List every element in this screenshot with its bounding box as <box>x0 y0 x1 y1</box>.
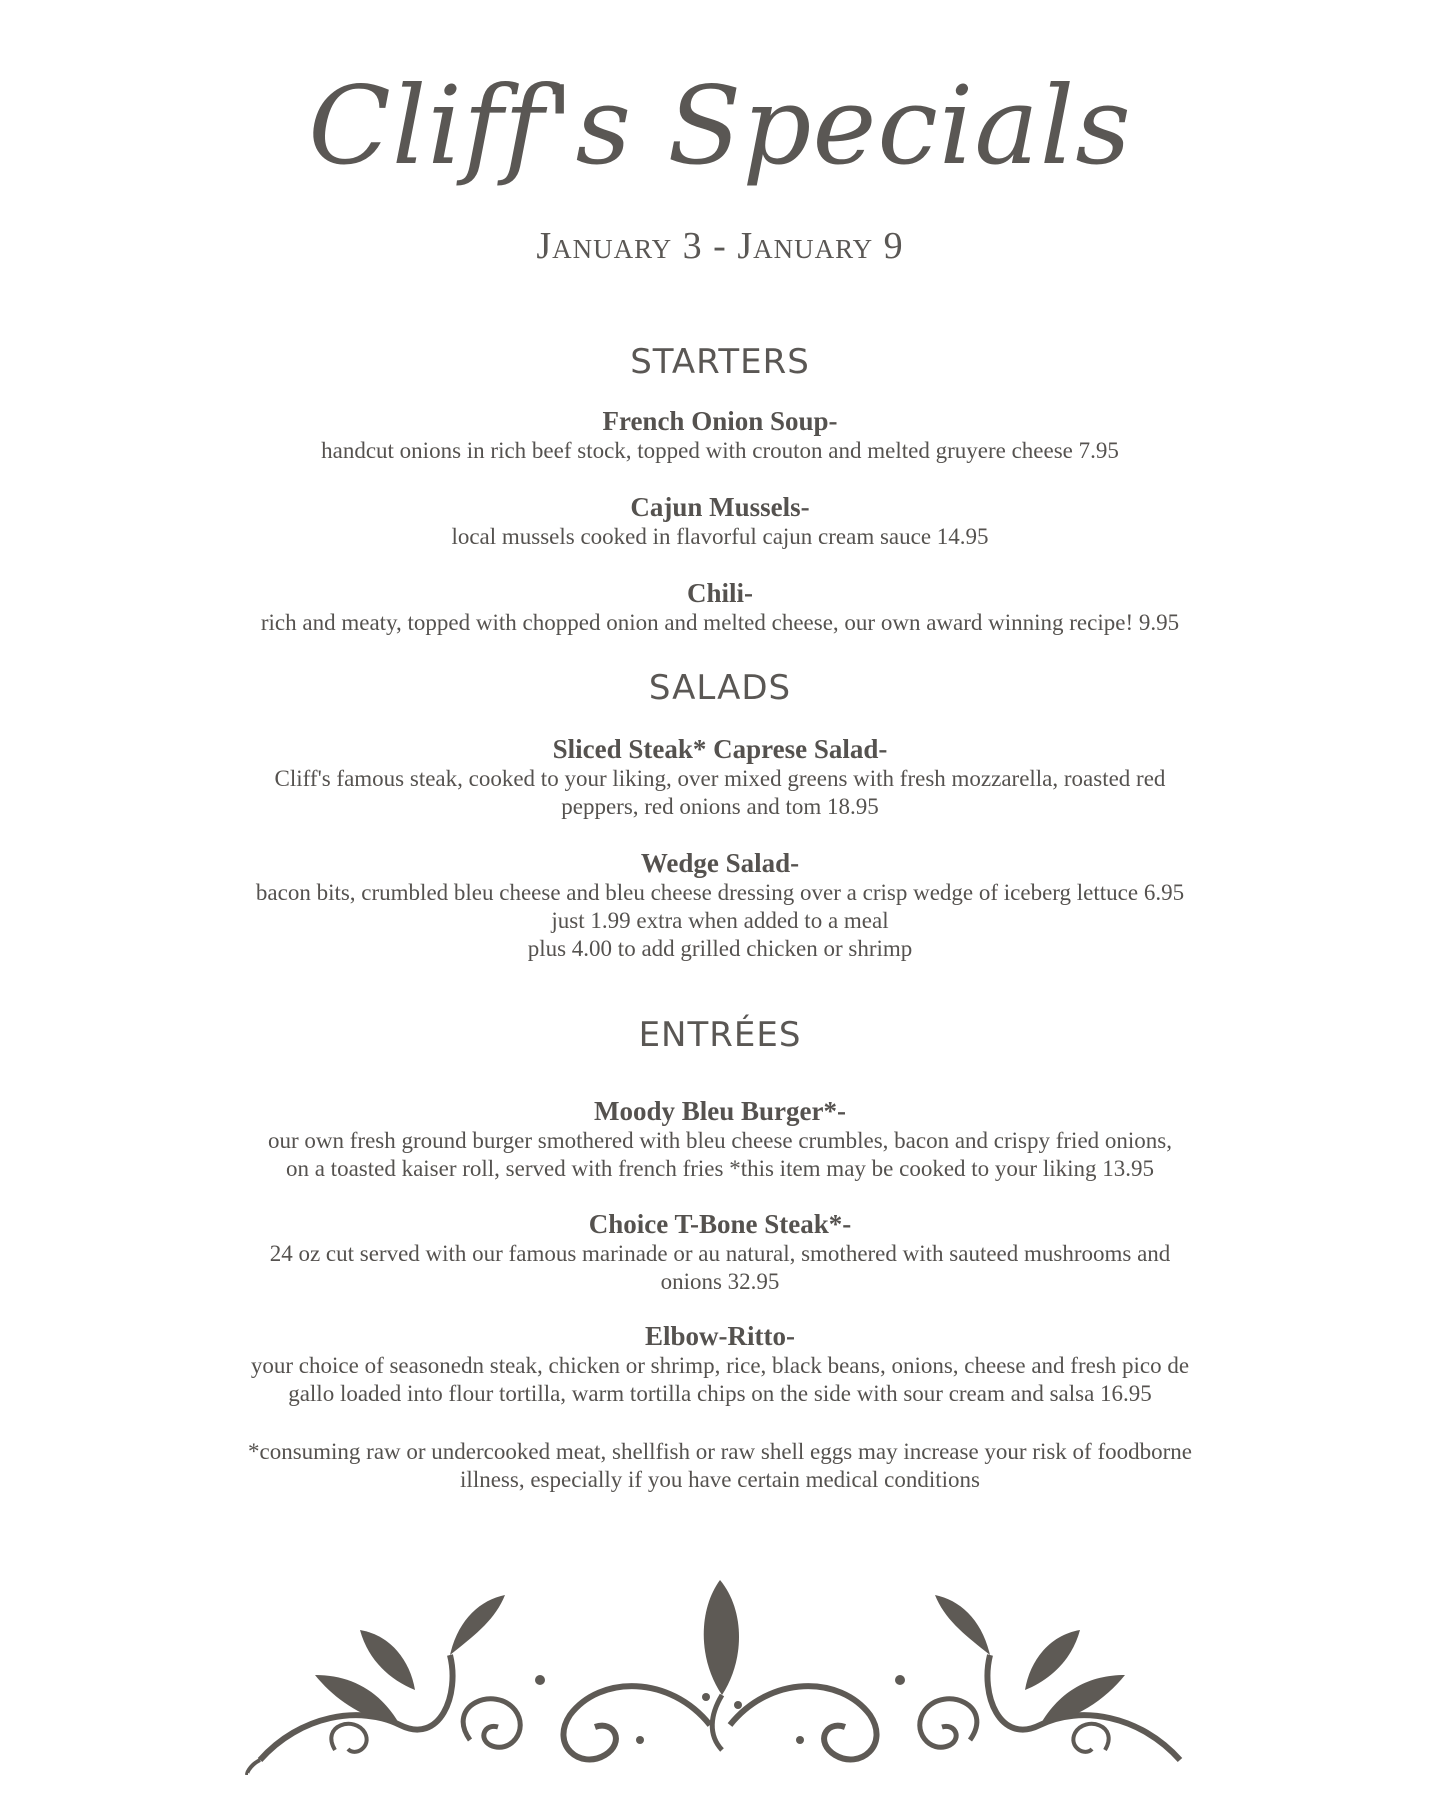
section-heading-salads: SALADS <box>648 668 792 708</box>
item-name: Choice T-Bone Steak*- <box>588 1209 852 1239</box>
item-name: French Onion Soup- <box>602 406 838 436</box>
item-description: on a toasted kaiser roll, served with french fries *this item may be cooked to your liking 13.95 <box>285 1156 1155 1181</box>
item-description: handcut onions in rich beef stock, topped with crouton and melted gruyere cheese 7.95 <box>321 438 1119 463</box>
item-description: gallo loaded into flour tortilla, warm tortilla chips on the side with sour cream and salsa 16.95 <box>288 1381 1152 1406</box>
item-description: 24 oz cut served with our famous marinade or au natural, smothered with sauteed mushrooms and <box>269 1241 1171 1266</box>
item-name: Chili- <box>686 578 753 608</box>
disclaimer-line: illness, especially if you have certain medical conditions <box>460 1467 980 1492</box>
item-description: rich and meaty, topped with chopped onion and melted cheese, our own award winning recipe! 9.95 <box>260 610 1180 635</box>
menu-item-choice-t-bone-steak <box>180 1208 1260 1296</box>
item-name: Moody Bleu Burger*- <box>594 1096 846 1126</box>
menu-item-sliced-steak-caprese-salad <box>180 733 1260 821</box>
menu-item-chili <box>180 577 1260 637</box>
item-description: our own fresh ground burger smothered with bleu cheese crumbles, bacon and crispy fried onions, <box>268 1128 1172 1153</box>
item-description: your choice of seasonedn steak, chicken or shrimp, rice, black beans, onions, cheese and fresh pico de <box>250 1353 1190 1378</box>
item-description: local mussels cooked in flavorful cajun cream sauce 14.95 <box>451 524 989 549</box>
item-name: Wedge Salad- <box>640 848 800 878</box>
section-heading-entrees: ENTRÉES <box>638 1015 802 1055</box>
item-name: Sliced Steak* Caprese Salad- <box>552 734 888 764</box>
menu-item-french-onion-soup <box>180 405 1260 465</box>
item-description: plus 4.00 to add grilled chicken or shrimp <box>527 936 913 961</box>
item-name: Elbow-Ritto- <box>645 1321 795 1351</box>
menu-item-moody-bleu-burger <box>180 1095 1260 1183</box>
menu-item-cajun-mussels <box>180 491 1260 551</box>
item-description: bacon bits, crumbled bleu cheese and bleu cheese dressing over a crisp wedge of iceberg lettuce 6.95 <box>255 880 1185 905</box>
menu-item-elbow-ritto <box>180 1320 1260 1408</box>
item-description: just 1.99 extra when added to a meal <box>551 908 889 933</box>
item-description: peppers, red onions and tom 18.95 <box>561 794 879 819</box>
item-name: Cajun Mussels- <box>630 492 810 522</box>
disclaimer-line: *consuming raw or undercooked meat, shellfish or raw shell eggs may increase your risk of foodborne <box>247 1439 1192 1464</box>
menu-date-range: January 3 - January 9 <box>536 225 904 267</box>
item-description: Cliff's famous steak, cooked to your liking, over mixed greens with fresh mozzarella, roasted red <box>274 766 1166 791</box>
menu-title: Cliff's Specials <box>308 64 1132 189</box>
food-safety-disclaimer <box>180 1438 1260 1494</box>
menu-item-wedge-salad <box>180 847 1260 963</box>
item-description: onions 32.95 <box>660 1269 780 1294</box>
section-heading-starters: STARTERS <box>630 342 810 382</box>
floral-swirl-flourish-icon <box>240 1565 1200 1775</box>
